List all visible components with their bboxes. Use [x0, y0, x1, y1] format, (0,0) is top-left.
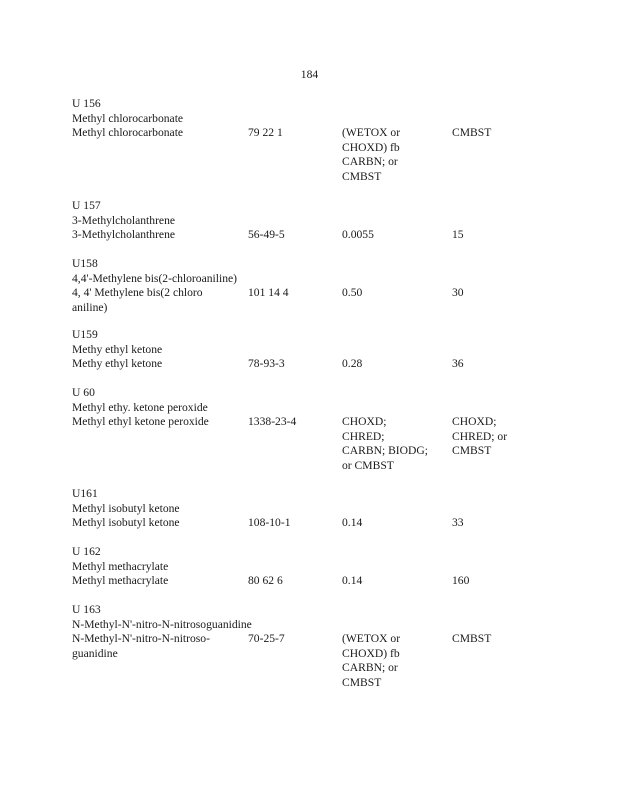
entry-header: Methyl ethy. ketone peroxide: [72, 400, 208, 414]
entry-header: 3-Methylcholanthrene: [72, 213, 176, 227]
nonwastewater-standard: 33: [452, 516, 464, 530]
entry-header: Methyl methacrylate: [72, 559, 169, 573]
waste-entry: [72, 97, 572, 183]
waste-code: U 162: [72, 545, 101, 558]
waste-entry: [72, 545, 572, 588]
waste-code: U 163: [72, 603, 101, 616]
waste-code: U 60: [72, 386, 95, 399]
entry-header: Methyl isobutyl ketone: [72, 501, 180, 515]
nonwastewater-standard: 36: [452, 357, 464, 371]
wastewater-standard: 0.0055: [342, 228, 374, 242]
nonwastewater-standard: 160: [452, 574, 470, 588]
cas-number: 101 14 4: [248, 286, 289, 300]
wastewater-standard: 0.50: [342, 286, 363, 300]
wastewater-standard: 0.14: [342, 516, 363, 530]
constituent-name: Methyl chlorocarbonate: [72, 126, 184, 140]
constituent-name: 3-Methylcholanthrene: [72, 228, 176, 242]
entry-header: 4,4'-Methylene bis(2-chloroaniline): [72, 271, 237, 285]
nonwastewater-standard: CHOXD; CHRED; or CMBST: [452, 415, 508, 458]
nonwastewater-standard: 15: [452, 228, 464, 242]
entry-header: Methyl chlorocarbonate: [72, 111, 184, 125]
wastewater-standard: CHOXD; CHRED; CARBN; BIODG; or CMBST: [342, 415, 428, 472]
waste-code: U161: [72, 487, 98, 500]
waste-code: U 156: [72, 97, 101, 110]
waste-entry: [72, 487, 572, 530]
waste-code: U 157: [72, 199, 101, 212]
nonwastewater-standard: CMBST: [452, 632, 492, 646]
waste-entry: [72, 257, 572, 314]
constituent-name: 4, 4' Methylene bis(2 chloro aniline): [72, 286, 203, 314]
cas-number: 78-93-3: [248, 357, 285, 371]
nonwastewater-standard: CMBST: [452, 126, 492, 140]
entry-header: Methy ethyl ketone: [72, 342, 163, 356]
waste-code: U158: [72, 257, 98, 270]
waste-entry: [72, 603, 572, 689]
wastewater-standard: (WETOX or CHOXD) fb CARBN; or CMBST: [342, 632, 401, 689]
cas-number: 56-49-5: [248, 228, 285, 242]
entry-header: N-Methyl-N'-nitro-N-nitrosoguanidine: [72, 617, 252, 631]
wastewater-standard: 0.14: [342, 574, 363, 588]
cas-number: 1338-23-4: [248, 415, 297, 429]
wastewater-standard: (WETOX or CHOXD) fb CARBN; or CMBST: [342, 126, 401, 183]
cas-number: 80 62 6: [248, 574, 283, 588]
nonwastewater-standard: 30: [452, 286, 464, 300]
constituent-name: Methyl methacrylate: [72, 574, 169, 588]
waste-entry: [72, 199, 572, 242]
constituent-name: Methy ethyl ketone: [72, 357, 163, 371]
constituent-name: Methyl isobutyl ketone: [72, 516, 180, 530]
cas-number: 108-10-1: [248, 516, 291, 530]
waste-entry: [72, 328, 572, 371]
waste-code: U159: [72, 328, 98, 341]
cas-number: 70-25-7: [248, 632, 285, 646]
waste-entry: [72, 386, 572, 472]
wastewater-standard: 0.28: [342, 357, 363, 371]
constituent-name: Methyl ethyl ketone peroxide: [72, 415, 209, 429]
constituent-name: N-Methyl-N'-nitro-N-nitroso- guanidine: [72, 632, 210, 660]
cas-number: 79 22 1: [248, 126, 283, 140]
page-number: 184: [300, 68, 319, 81]
